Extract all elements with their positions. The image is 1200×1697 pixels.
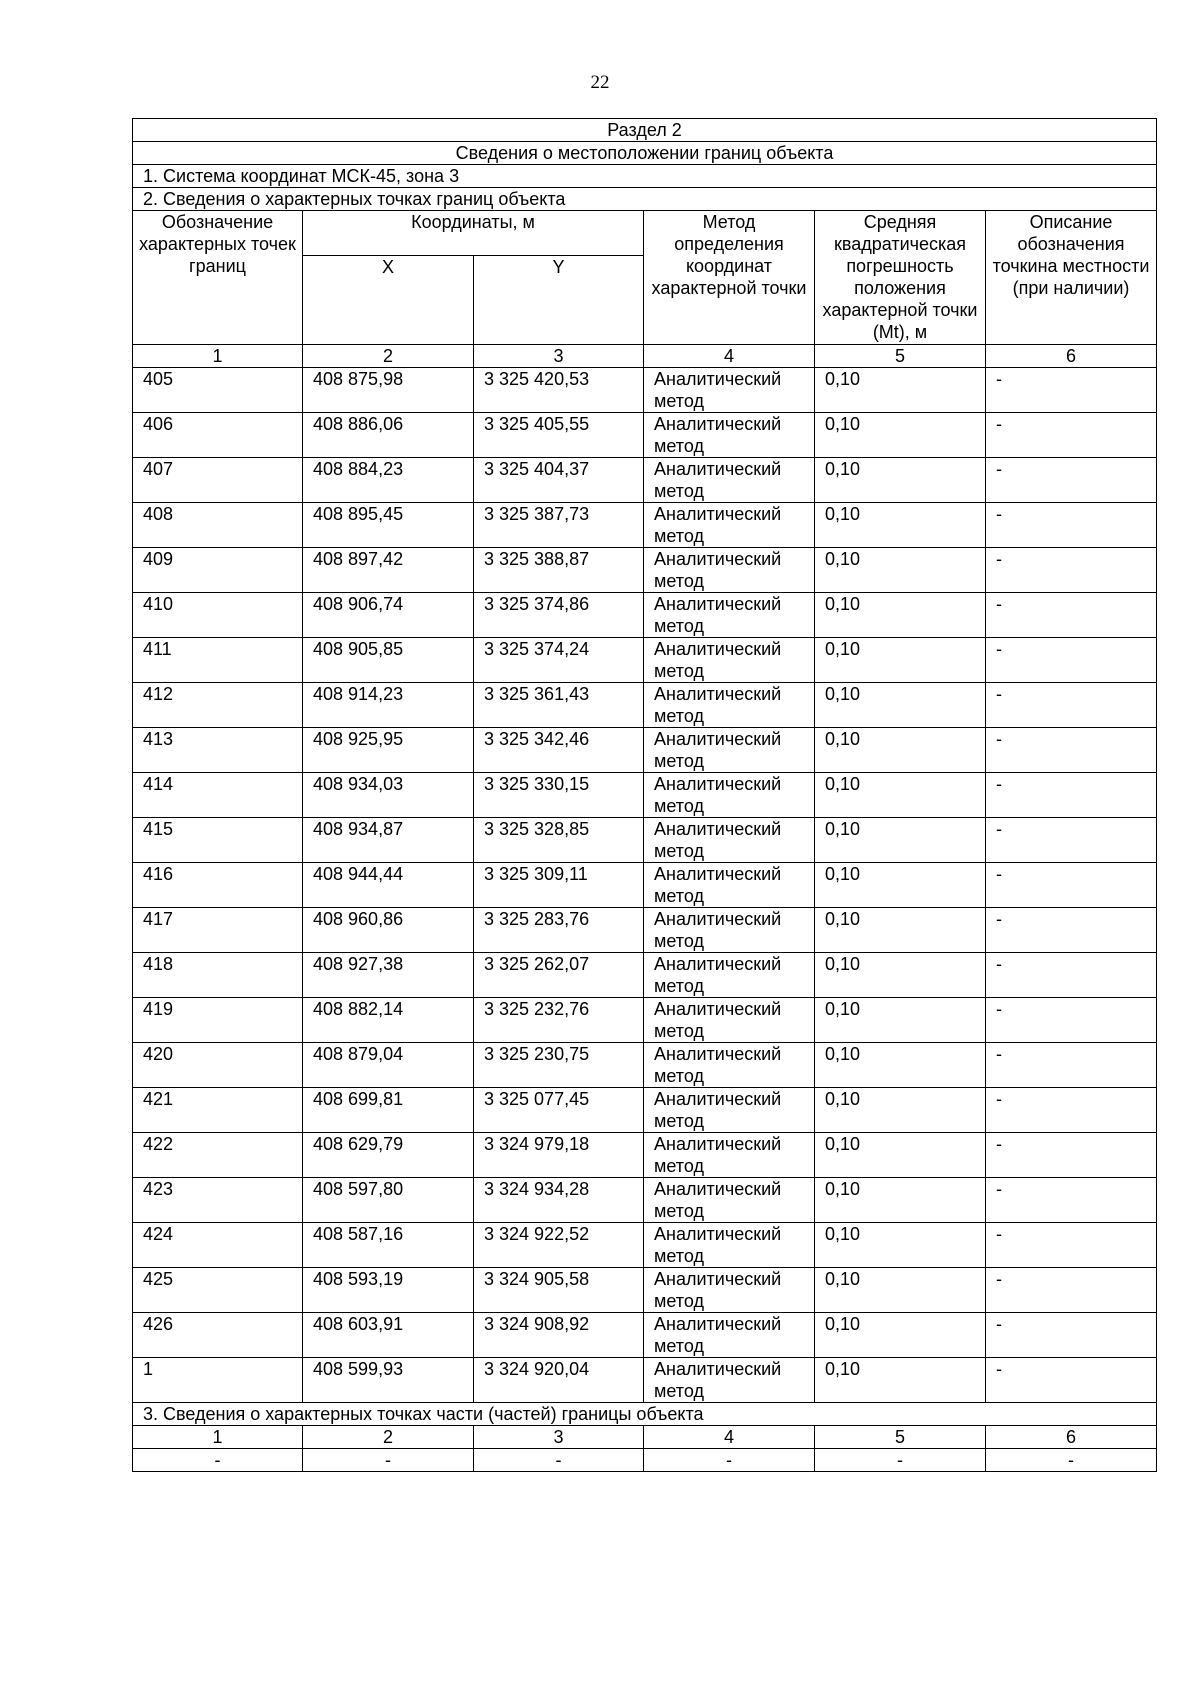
y-coordinate-cell: 3 325 374,24 xyxy=(474,638,644,683)
part-empty-row xyxy=(133,1449,1157,1472)
column-number: 4 xyxy=(644,345,815,368)
y-coordinate-cell: 3 325 230,75 xyxy=(474,1043,644,1088)
column-number: 6 xyxy=(986,1426,1157,1449)
table-row xyxy=(133,998,1157,1043)
table-row xyxy=(133,1223,1157,1268)
column-number: 5 xyxy=(815,1426,986,1449)
point-id-cell: 417 xyxy=(133,908,303,953)
description-cell: - xyxy=(986,1313,1157,1358)
section-subtitle: Сведения о местоположении границ объекта xyxy=(133,142,1157,165)
method-cell: Аналитический метод xyxy=(644,593,815,638)
method-cell: Аналитический метод xyxy=(644,1268,815,1313)
column-number: 5 xyxy=(815,345,986,368)
x-coordinate-cell: 408 879,04 xyxy=(303,1043,474,1088)
x-coordinate-cell: 408 884,23 xyxy=(303,458,474,503)
boundary-points-table xyxy=(132,118,1157,1472)
column-number: 4 xyxy=(644,1426,815,1449)
x-coordinate-cell: 408 895,45 xyxy=(303,503,474,548)
error-cell: 0,10 xyxy=(815,1313,986,1358)
method-cell: Аналитический метод xyxy=(644,368,815,413)
point-id-cell: 1 xyxy=(133,1358,303,1403)
y-coordinate-cell: 3 324 905,58 xyxy=(474,1268,644,1313)
error-cell: 0,10 xyxy=(815,413,986,458)
column-number: 1 xyxy=(133,345,303,368)
description-cell: - xyxy=(986,908,1157,953)
table-row xyxy=(133,503,1157,548)
part-cell: - xyxy=(474,1449,644,1472)
method-cell: Аналитический метод xyxy=(644,413,815,458)
point-id-cell: 410 xyxy=(133,593,303,638)
x-coordinate-cell: 408 587,16 xyxy=(303,1223,474,1268)
point-id-cell: 421 xyxy=(133,1088,303,1133)
header-y: Y xyxy=(474,256,644,345)
header-error: Средняя квадратическая погрешность положения характерной точки (Mt), м xyxy=(815,211,986,345)
description-cell: - xyxy=(986,998,1157,1043)
point-id-cell: 405 xyxy=(133,368,303,413)
column-number: 1 xyxy=(133,1426,303,1449)
description-cell: - xyxy=(986,1133,1157,1178)
description-cell: - xyxy=(986,368,1157,413)
point-id-cell: 409 xyxy=(133,548,303,593)
x-coordinate-cell: 408 934,03 xyxy=(303,773,474,818)
description-cell: - xyxy=(986,413,1157,458)
table-row xyxy=(133,908,1157,953)
method-cell: Аналитический метод xyxy=(644,863,815,908)
method-cell: Аналитический метод xyxy=(644,773,815,818)
part-cell: - xyxy=(133,1449,303,1472)
header-method: Метод определения координат характерной точки xyxy=(644,211,815,345)
part-heading: 3. Сведения о характерных точках части (частей) границы объекта xyxy=(133,1403,1157,1426)
method-cell: Аналитический метод xyxy=(644,458,815,503)
x-coordinate-cell: 408 599,93 xyxy=(303,1358,474,1403)
point-id-cell: 423 xyxy=(133,1178,303,1223)
y-coordinate-cell: 3 325 342,46 xyxy=(474,728,644,773)
table-row xyxy=(133,728,1157,773)
x-coordinate-cell: 408 886,06 xyxy=(303,413,474,458)
y-coordinate-cell: 3 325 404,37 xyxy=(474,458,644,503)
x-coordinate-cell: 408 597,80 xyxy=(303,1178,474,1223)
x-coordinate-cell: 408 882,14 xyxy=(303,998,474,1043)
x-coordinate-cell: 408 897,42 xyxy=(303,548,474,593)
description-cell: - xyxy=(986,818,1157,863)
header-x: X xyxy=(303,256,474,345)
part-cell: - xyxy=(986,1449,1157,1472)
description-cell: - xyxy=(986,593,1157,638)
part-cell: - xyxy=(815,1449,986,1472)
error-cell: 0,10 xyxy=(815,728,986,773)
description-cell: - xyxy=(986,638,1157,683)
table-row xyxy=(133,1088,1157,1133)
x-coordinate-cell: 408 914,23 xyxy=(303,683,474,728)
description-cell: - xyxy=(986,1358,1157,1403)
table-row xyxy=(133,1133,1157,1178)
method-cell: Аналитический метод xyxy=(644,548,815,593)
error-cell: 0,10 xyxy=(815,953,986,998)
method-cell: Аналитический метод xyxy=(644,1133,815,1178)
x-coordinate-cell: 408 934,87 xyxy=(303,818,474,863)
description-cell: - xyxy=(986,1088,1157,1133)
table-row xyxy=(133,1313,1157,1358)
x-coordinate-cell: 408 593,19 xyxy=(303,1268,474,1313)
column-number: 2 xyxy=(303,1426,474,1449)
table-row xyxy=(133,413,1157,458)
table-row xyxy=(133,683,1157,728)
table-row xyxy=(133,458,1157,503)
y-coordinate-cell: 3 325 077,45 xyxy=(474,1088,644,1133)
point-id-cell: 408 xyxy=(133,503,303,548)
error-cell: 0,10 xyxy=(815,1268,986,1313)
description-cell: - xyxy=(986,683,1157,728)
y-coordinate-cell: 3 325 232,76 xyxy=(474,998,644,1043)
point-id-cell: 412 xyxy=(133,683,303,728)
column-numbers-row xyxy=(133,345,1157,368)
point-id-cell: 426 xyxy=(133,1313,303,1358)
error-cell: 0,10 xyxy=(815,458,986,503)
point-id-cell: 414 xyxy=(133,773,303,818)
method-cell: Аналитический метод xyxy=(644,503,815,548)
point-id-cell: 425 xyxy=(133,1268,303,1313)
point-id-cell: 419 xyxy=(133,998,303,1043)
y-coordinate-cell: 3 325 405,55 xyxy=(474,413,644,458)
y-coordinate-cell: 3 325 262,07 xyxy=(474,953,644,998)
error-cell: 0,10 xyxy=(815,638,986,683)
table-row xyxy=(133,1268,1157,1313)
method-cell: Аналитический метод xyxy=(644,1223,815,1268)
x-coordinate-cell: 408 699,81 xyxy=(303,1088,474,1133)
description-cell: - xyxy=(986,773,1157,818)
header-coordinates: Координаты, м xyxy=(303,211,644,256)
point-id-cell: 424 xyxy=(133,1223,303,1268)
x-coordinate-cell: 408 906,74 xyxy=(303,593,474,638)
y-coordinate-cell: 3 325 388,87 xyxy=(474,548,644,593)
points-heading: 2. Сведения о характерных точках границ объекта xyxy=(133,188,1157,211)
method-cell: Аналитический метод xyxy=(644,998,815,1043)
y-coordinate-cell: 3 325 374,86 xyxy=(474,593,644,638)
part-cell: - xyxy=(303,1449,474,1472)
table-row xyxy=(133,818,1157,863)
error-cell: 0,10 xyxy=(815,683,986,728)
description-cell: - xyxy=(986,1223,1157,1268)
point-id-cell: 416 xyxy=(133,863,303,908)
error-cell: 0,10 xyxy=(815,1178,986,1223)
y-coordinate-cell: 3 325 283,76 xyxy=(474,908,644,953)
point-id-cell: 411 xyxy=(133,638,303,683)
x-coordinate-cell: 408 905,85 xyxy=(303,638,474,683)
method-cell: Аналитический метод xyxy=(644,638,815,683)
y-coordinate-cell: 3 325 309,11 xyxy=(474,863,644,908)
method-cell: Аналитический метод xyxy=(644,1088,815,1133)
column-number: 3 xyxy=(474,345,644,368)
x-coordinate-cell: 408 960,86 xyxy=(303,908,474,953)
y-coordinate-cell: 3 325 387,73 xyxy=(474,503,644,548)
y-coordinate-cell: 3 324 908,92 xyxy=(474,1313,644,1358)
y-coordinate-cell: 3 324 934,28 xyxy=(474,1178,644,1223)
table-row xyxy=(133,773,1157,818)
error-cell: 0,10 xyxy=(815,998,986,1043)
description-cell: - xyxy=(986,503,1157,548)
error-cell: 0,10 xyxy=(815,548,986,593)
method-cell: Аналитический метод xyxy=(644,818,815,863)
table-row xyxy=(133,368,1157,413)
table-row xyxy=(133,638,1157,683)
x-coordinate-cell: 408 603,91 xyxy=(303,1313,474,1358)
description-cell: - xyxy=(986,1268,1157,1313)
error-cell: 0,10 xyxy=(815,1133,986,1178)
point-id-cell: 413 xyxy=(133,728,303,773)
method-cell: Аналитический метод xyxy=(644,1043,815,1088)
point-id-cell: 406 xyxy=(133,413,303,458)
y-coordinate-cell: 3 325 361,43 xyxy=(474,683,644,728)
method-cell: Аналитический метод xyxy=(644,908,815,953)
header-designation: Обозначение характерных точек границ xyxy=(133,211,303,345)
x-coordinate-cell: 408 944,44 xyxy=(303,863,474,908)
error-cell: 0,10 xyxy=(815,593,986,638)
table-row xyxy=(133,593,1157,638)
point-id-cell: 415 xyxy=(133,818,303,863)
method-cell: Аналитический метод xyxy=(644,1358,815,1403)
method-cell: Аналитический метод xyxy=(644,1313,815,1358)
column-number: 6 xyxy=(986,345,1157,368)
x-coordinate-cell: 408 925,95 xyxy=(303,728,474,773)
error-cell: 0,10 xyxy=(815,818,986,863)
table-row xyxy=(133,1178,1157,1223)
page-number: 22 xyxy=(590,72,610,93)
error-cell: 0,10 xyxy=(815,773,986,818)
header-description: Описание обозначения точкина местности (при наличии) xyxy=(986,211,1157,345)
column-number: 3 xyxy=(474,1426,644,1449)
description-cell: - xyxy=(986,548,1157,593)
description-cell: - xyxy=(986,1178,1157,1223)
error-cell: 0,10 xyxy=(815,1088,986,1133)
error-cell: 0,10 xyxy=(815,1358,986,1403)
part-cell: - xyxy=(644,1449,815,1472)
method-cell: Аналитический метод xyxy=(644,1178,815,1223)
table-row xyxy=(133,548,1157,593)
y-coordinate-cell: 3 325 330,15 xyxy=(474,773,644,818)
description-cell: - xyxy=(986,1043,1157,1088)
point-id-cell: 420 xyxy=(133,1043,303,1088)
point-id-cell: 418 xyxy=(133,953,303,998)
y-coordinate-cell: 3 325 328,85 xyxy=(474,818,644,863)
error-cell: 0,10 xyxy=(815,503,986,548)
method-cell: Аналитический метод xyxy=(644,728,815,773)
y-coordinate-cell: 3 324 922,52 xyxy=(474,1223,644,1268)
description-cell: - xyxy=(986,953,1157,998)
x-coordinate-cell: 408 875,98 xyxy=(303,368,474,413)
error-cell: 0,10 xyxy=(815,908,986,953)
point-id-cell: 422 xyxy=(133,1133,303,1178)
error-cell: 0,10 xyxy=(815,1043,986,1088)
description-cell: - xyxy=(986,458,1157,503)
x-coordinate-cell: 408 927,38 xyxy=(303,953,474,998)
coordinate-system: 1. Система координат МСК-45, зона 3 xyxy=(133,165,1157,188)
description-cell: - xyxy=(986,728,1157,773)
method-cell: Аналитический метод xyxy=(644,953,815,998)
section-title: Раздел 2 xyxy=(133,119,1157,142)
y-coordinate-cell: 3 324 979,18 xyxy=(474,1133,644,1178)
error-cell: 0,10 xyxy=(815,863,986,908)
table-row xyxy=(133,953,1157,998)
y-coordinate-cell: 3 324 920,04 xyxy=(474,1358,644,1403)
method-cell: Аналитический метод xyxy=(644,683,815,728)
y-coordinate-cell: 3 325 420,53 xyxy=(474,368,644,413)
error-cell: 0,10 xyxy=(815,1223,986,1268)
point-id-cell: 407 xyxy=(133,458,303,503)
error-cell: 0,10 xyxy=(815,368,986,413)
table-row xyxy=(133,1043,1157,1088)
table-row xyxy=(133,1358,1157,1403)
column-number: 2 xyxy=(303,345,474,368)
part-column-numbers-row xyxy=(133,1426,1157,1449)
table-row xyxy=(133,863,1157,908)
description-cell: - xyxy=(986,863,1157,908)
x-coordinate-cell: 408 629,79 xyxy=(303,1133,474,1178)
